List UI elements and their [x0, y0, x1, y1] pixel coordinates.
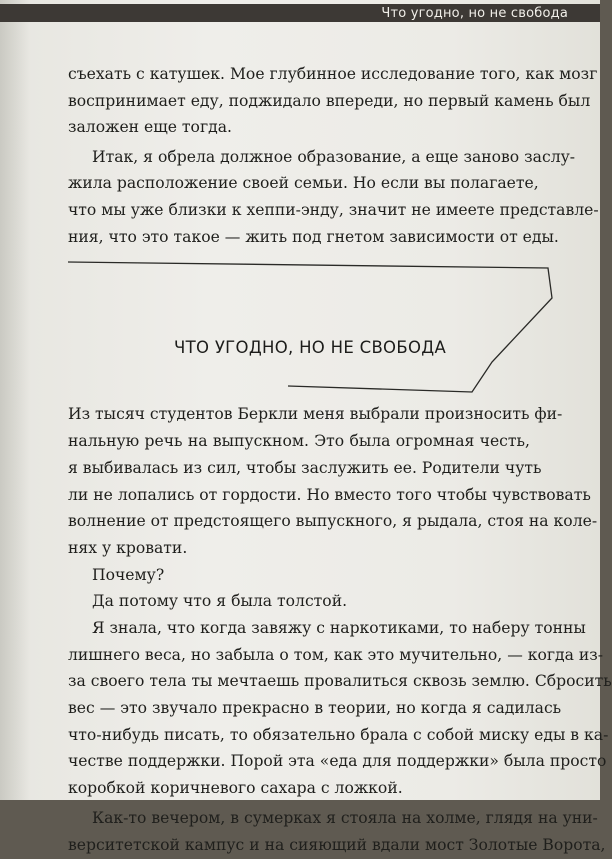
body-line: Как-то вечером, в сумерках я стояла на холме, глядя на уни- — [92, 809, 598, 827]
body-line: жила расположение своей семьи. Но если вы полагаете, — [68, 174, 539, 192]
body-line: съехать с катушек. Мое глубинное исследование того, как мозг — [68, 65, 598, 83]
body-line: Из тысяч студентов Беркли меня выбрали произносить фи- — [68, 405, 563, 423]
body-line: что мы уже близки к хеппи-энду, значит не имеете представле- — [68, 201, 599, 219]
body-line: волнение от предстоящего выпускного, я рыдала, стоя на коле- — [68, 512, 598, 530]
body-line: коробкой коричневого сахара с ложкой. — [68, 779, 403, 797]
body-line: лишнего веса, но забыла о том, как это мучительно, — когда из- — [68, 646, 604, 664]
body-line: ния, что это такое — жить под гнетом зависимости от еды. — [68, 228, 559, 246]
body-line: честве поддержки. Порой эта «еда для поддержки» была просто — [68, 752, 607, 770]
body-line: Итак, я обрела должное образование, а еще заново заслу- — [92, 148, 576, 166]
body-line: что-нибудь писать, то обязательно брала с собой миску еды в ка- — [68, 726, 609, 744]
body-line: ли не лопались от гордости. Но вместо того чтобы чувствовать — [68, 486, 591, 504]
section-heading: ЧТО УГОДНО, НО НЕ СВОБОДА — [174, 338, 447, 357]
running-head: Что угодно, но не свобода — [381, 6, 568, 21]
body-line: Почему? — [92, 566, 165, 584]
body-line: вес — это звучало прекрасно в теории, но когда я садилась — [68, 699, 562, 717]
body-line: за своего тела ты мечтаешь провалиться сквозь землю. Сбросить — [68, 672, 612, 690]
body-line: нальную речь на выпускном. Это была огромная честь, — [68, 432, 530, 450]
body-line: воспринимает еду, поджидало впереди, но первый камень был — [68, 92, 591, 110]
body-line: Да потому что я была толстой. — [92, 592, 348, 610]
body-line: я выбивалась из сил, чтобы заслужить ее. Родители чуть — [68, 459, 542, 477]
body-line: нях у кровати. — [68, 539, 188, 557]
body-line: заложен еще тогда. — [68, 118, 232, 136]
body-line: верситетской кампус и на сияющий вдали мост Золотые Ворота, — [68, 836, 606, 854]
body-line: Я знала, что когда завяжу с наркотиками, то наберу тонны — [92, 619, 586, 637]
